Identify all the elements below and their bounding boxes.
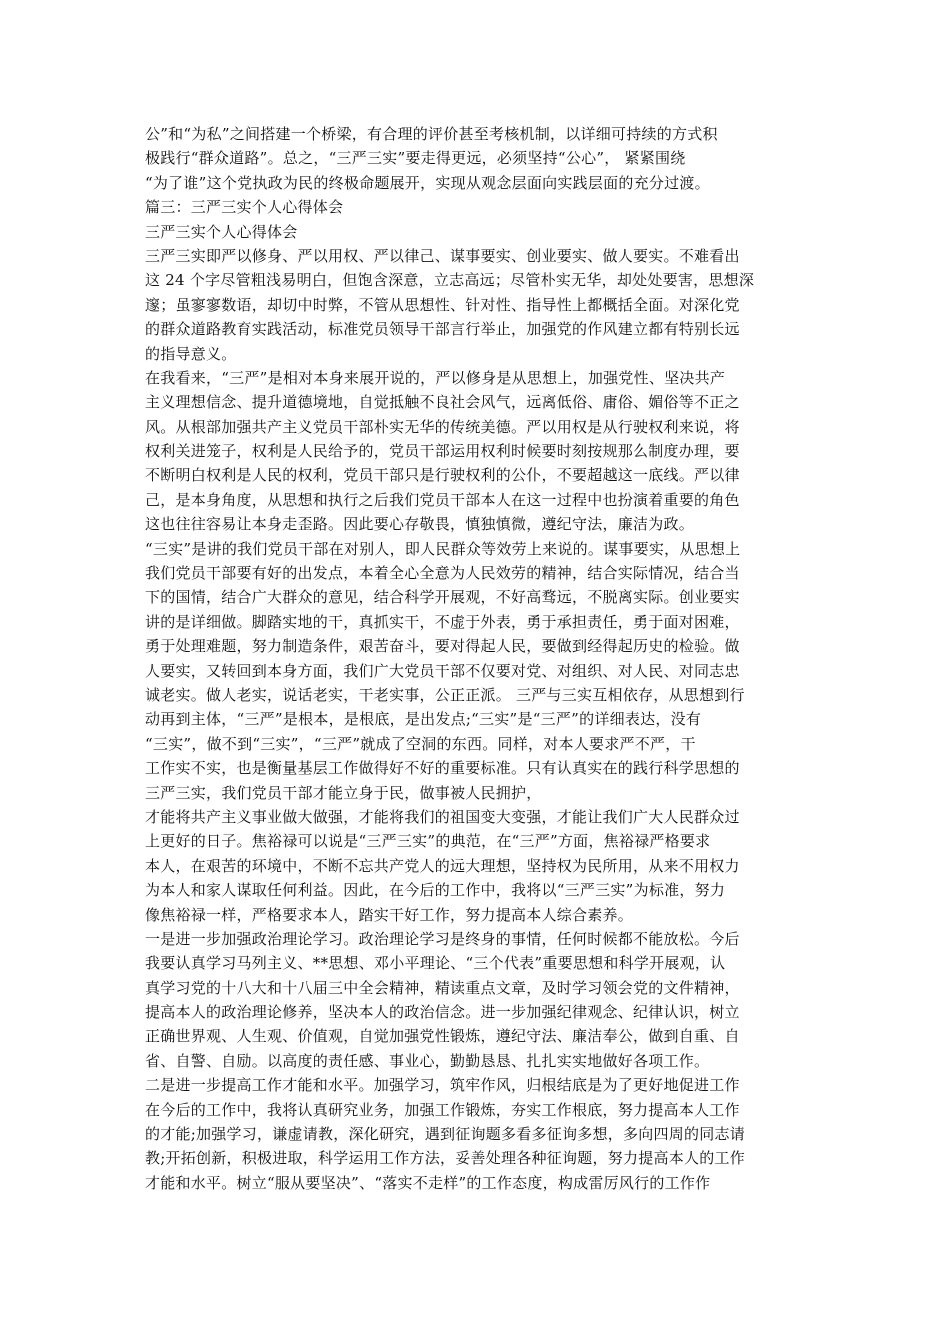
- text-line: 的指导意义。: [145, 344, 237, 363]
- text-line: 我要认真学习马列主义、**思想、邓小平理论、“三个代表”重要思想和科学开展观，认: [145, 954, 726, 973]
- text-line: 这 24 个字尽管粗浅易明白，但饱含深意，立志高远；尽管朴实无华，却处处要害，思想深: [145, 271, 755, 290]
- text-line: 公”和“为私”之间搭建一个桥梁，有合理的评价甚至考核机制，以详细可持续的方式积: [145, 125, 718, 143]
- text-line: 省、自警、自励。以高度的责任感、事业心，勤勤恳恳、扎扎实实地做好各项工作。: [145, 1051, 710, 1070]
- text-line: “为了谁”这个党执政为民的终极命题展开，实现从观念层面向实践层面的充分过渡。: [145, 173, 710, 192]
- document-body: [145, 122, 807, 1195]
- text-line: 的群众道路教育实践活动，标准党员领导干部言行举止，加强党的作风建立都有特别长远: [145, 320, 740, 339]
- text-line: 的才能;加强学习，谦虚请教，深化研究，遇到征询题多看多征询多想，多向四周的同志请: [145, 1125, 746, 1144]
- text-line: 提高本人的政治理论修养，坚决本人的政治信念。进一步加强纪律观念、纪律认识，树立: [145, 1003, 740, 1022]
- text-line: 诚老实。做人老实，说话老实，干老实事，公正正派。 三严与三实互相依存，从思想到行: [145, 685, 745, 704]
- text-line: 风。从根部加强共产主义党员干部朴实无华的传统美德。严以用权是从行驶权利来说，将: [145, 417, 740, 436]
- text-line: 权利关进笼子，权利是人民给予的，党员干部运用权利时候要时刻按规那么制度办理，要: [145, 442, 740, 461]
- text-line: “三实”是讲的我们党员干部在对别人，即人民群众等效劳上来说的。谋事要实，从思想上: [145, 539, 741, 558]
- text-line: 人要实，又转回到本身方面，我们广大党员干部不仅要对党、对组织、对人民、对同志忠: [145, 661, 740, 680]
- text-line: “三实”，做不到“三实”，“三严”就成了空洞的东西。同样，对本人要求严不严，干: [145, 734, 696, 753]
- text-line: 在我看来，“三严”是相对本身来展开说的，严以修身是从思想上，加强党性、坚决共产: [145, 368, 726, 387]
- text-line: 己，是本身角度，从思想和执行之后我们党员干部本人在这一过程中也扮演着重要的角色: [145, 490, 740, 509]
- text-line: 我们党员干部要有好的出发点，本着全心全意为人民效劳的精神，结合实际情况，结合当: [145, 564, 740, 583]
- text-line: 动再到主体，“三严”是根本，是根底，是出发点;“三实”是“三严”的详细表达，没有: [145, 710, 702, 729]
- text-line: 在今后的工作中，我将认真研究业务，加强工作锻炼，夯实工作根底，努力提高本人工作: [145, 1100, 740, 1119]
- article-title: 三严三实个人心得体会: [145, 222, 298, 241]
- text-line: 为本人和家人谋取任何利益。因此，在今后的工作中，我将以“三严三实”为标准，努力: [145, 881, 726, 900]
- text-line: 不断明白权利是人民的权利，党员干部只是行驶权利的公仆，不要超越这一底线。严以律: [145, 466, 740, 485]
- text-line: 三严三实即严以修身、严以用权、严以律己、谋事要实、创业要实、做人要实。不难看出: [145, 246, 740, 265]
- text-line: 教;开拓创新，积极进取，科学运用工作方法，妥善处理各种征询题，努力提高本人的工作: [145, 1149, 746, 1168]
- text-line: 下的国情，结合广大群众的意见，结合科学开展观，不好高骛远，不脱离实际。创业要实: [145, 588, 740, 607]
- text-line: 才能和水平。树立“服从要坚决”、“落实不走样”的工作态度，构成雷厉风行的工作作: [145, 1173, 711, 1192]
- section-heading: 篇三：三严三实个人心得体会: [145, 198, 344, 217]
- text-line: 上更好的日子。焦裕禄可以说是“三严三实”的典范，在“三严”方面，焦裕禄严格要求: [145, 832, 711, 851]
- text-line: 主义理想信念、提升道德境地，自觉抵触不良社会风气，远离低俗、庸俗、媚俗等不正之: [145, 393, 740, 412]
- text-line: 工作实不实，也是衡量基层工作做得好不好的重要标准。只有认真实在的践行科学思想的: [145, 759, 740, 778]
- text-line: 像焦裕禄一样，严格要求本人，踏实干好工作，努力提高本人综合素养。: [145, 905, 634, 924]
- text-line: 真学习党的十八大和十八届三中全会精神，精读重点文章，及时学习领会党的文件精神，: [145, 978, 740, 997]
- text-line: 勇于处理难题，努力制造条件，艰苦奋斗，要对得起人民，要做到经得起历史的检验。做: [145, 637, 740, 656]
- text-line: 三严三实，我们党员干部才能立身于民，做事被人民拥护，: [145, 783, 542, 802]
- text-line: 二是进一步提高工作才能和水平。加强学习，筑牢作风，归根结底是为了更好地促进工作: [145, 1076, 740, 1095]
- text-line: 这也往往容易让本身走歪路。因此要心存敬畏，慎独慎微，遵纪守法，廉洁为政。: [145, 515, 695, 534]
- text-line: 极践行“群众道路”。总之，“三严三实”要走得更远，必须坚持“公心”， 紧紧围绕: [145, 149, 686, 168]
- text-line: 讲的是详细做。脚踏实地的干，真抓实干，不虚于外表，勇于承担责任，勇于面对困难，: [145, 612, 740, 631]
- text-line: 正确世界观、人生观、价值观，自觉加强党性锻炼，遵纪守法、廉洁奉公，做到自重、自: [145, 1027, 740, 1046]
- text-line: 邃；虽寥寥数语，却切中时弊，不管从思想性、针对性、指导性上都概括全面。对深化党: [145, 295, 740, 314]
- text-line: 才能将共产主义事业做大做强，才能将我们的祖国变大变强，才能让我们广大人民群众过: [145, 807, 740, 826]
- text-line: 一是进一步加强政治理论学习。政治理论学习是终身的事情，任何时候都不能放松。今后: [145, 929, 740, 948]
- text-line: 本人，在艰苦的环境中，不断不忘共产党人的远大理想，坚持权为民所用，从来不用权力: [145, 856, 740, 875]
